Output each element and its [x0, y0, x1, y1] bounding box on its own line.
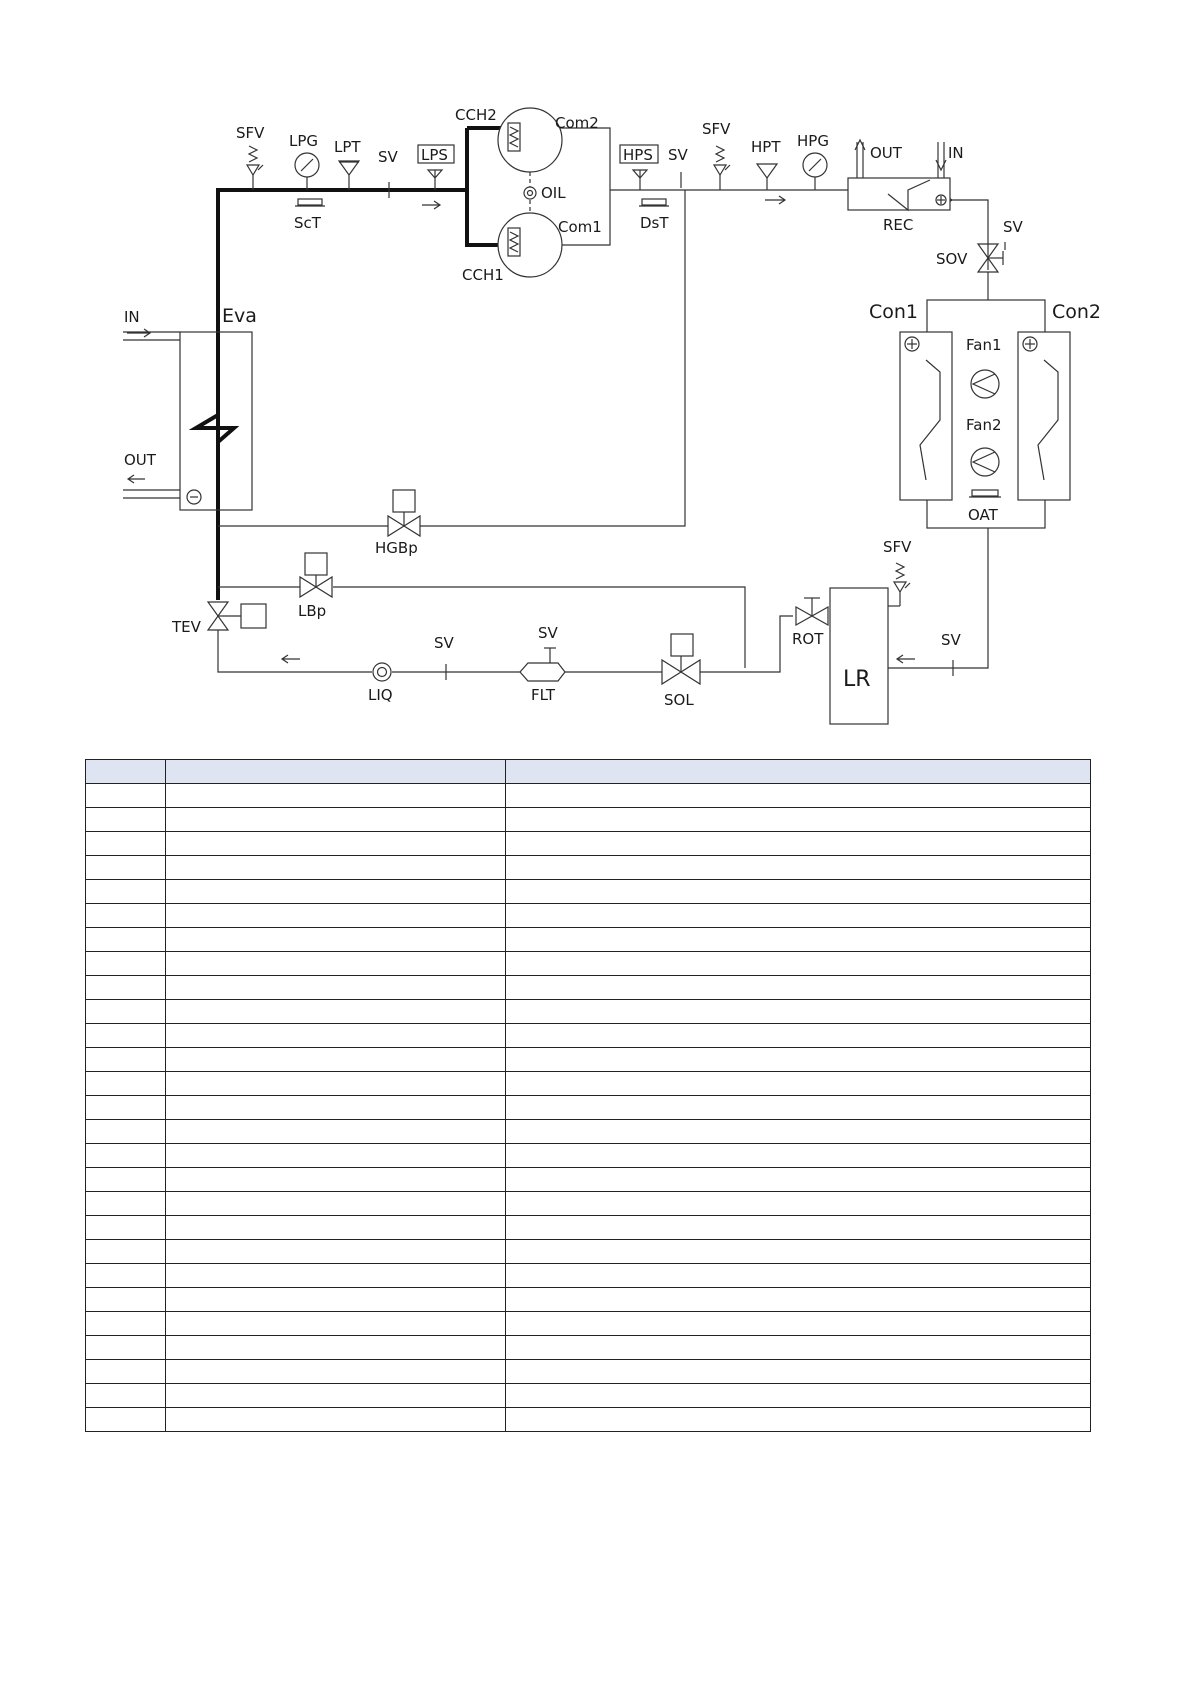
sv-rec-label: SV	[1003, 218, 1023, 236]
lpg-label: LPG	[289, 132, 319, 150]
table-cell	[86, 1048, 166, 1072]
table-cell	[166, 1024, 506, 1048]
table-row	[86, 1024, 1091, 1048]
hpg-label: HPG	[797, 132, 829, 150]
table-cell	[166, 1384, 506, 1408]
sv-discharge-label: SV	[668, 146, 688, 164]
table-cell	[166, 928, 506, 952]
liq-label: LIQ	[368, 686, 393, 704]
table-cell	[86, 1384, 166, 1408]
table-row	[86, 808, 1091, 832]
table-cell	[506, 1288, 1091, 1312]
dst-label: DsT	[640, 214, 669, 232]
table-cell	[506, 1408, 1091, 1432]
lbp-valve-icon	[300, 553, 332, 597]
table-cell	[506, 904, 1091, 928]
sov-valve-icon	[978, 242, 1005, 272]
table-cell	[166, 1168, 506, 1192]
table-cell	[86, 880, 166, 904]
sfv-suction-label: SFV	[236, 124, 265, 142]
table-row	[86, 976, 1091, 1000]
table-cell	[166, 856, 506, 880]
table-cell	[506, 928, 1091, 952]
hgbp-valve-icon	[388, 490, 420, 536]
con1-label: Con1	[869, 301, 919, 323]
table-row	[86, 856, 1091, 880]
table-cell	[506, 1024, 1091, 1048]
table-cell	[86, 832, 166, 856]
table-cell	[86, 1000, 166, 1024]
tev-valve-icon	[208, 602, 266, 630]
table-cell	[506, 1144, 1091, 1168]
table-cell	[506, 976, 1091, 1000]
sfv-discharge-label: SFV	[702, 120, 731, 138]
table-row	[86, 832, 1091, 856]
legend-table-body	[86, 784, 1091, 1432]
legend-table-header	[86, 760, 1091, 784]
hgbp-label: HGBp	[375, 539, 418, 557]
table-cell	[86, 1096, 166, 1120]
con2-label: Con2	[1052, 301, 1102, 323]
hpt-label: HPT	[751, 138, 781, 156]
table-cell	[166, 1288, 506, 1312]
table-cell	[86, 952, 166, 976]
table-row	[86, 1408, 1091, 1432]
sol-label: SOL	[664, 691, 694, 709]
table-cell	[166, 832, 506, 856]
legend-header-cell	[86, 760, 166, 784]
table-cell	[166, 1048, 506, 1072]
sv-lr-label: SV	[941, 631, 961, 649]
table-row	[86, 1288, 1091, 1312]
table-cell	[506, 1360, 1091, 1384]
oat-label: OAT	[968, 506, 998, 524]
table-cell	[86, 1360, 166, 1384]
table-row	[86, 1168, 1091, 1192]
evaporator-coil	[196, 330, 234, 520]
table-row	[86, 1312, 1091, 1336]
legend-header-cell	[166, 760, 506, 784]
table-row	[86, 952, 1091, 976]
table-cell	[86, 928, 166, 952]
eva-label: Eva	[222, 305, 257, 327]
com2-label: Com2	[555, 114, 599, 132]
table-cell	[86, 1192, 166, 1216]
table-cell	[506, 1000, 1091, 1024]
table-cell	[506, 1120, 1091, 1144]
com1-label: Com1	[558, 218, 602, 236]
table-row	[86, 880, 1091, 904]
table-cell	[506, 1192, 1091, 1216]
rec-out-label: OUT	[870, 144, 902, 162]
rec-in-label: IN	[948, 144, 964, 162]
flt-label: FLT	[531, 686, 556, 704]
table-cell	[506, 880, 1091, 904]
table-cell	[166, 1264, 506, 1288]
liquid-receiver	[830, 588, 888, 724]
table-cell	[506, 1336, 1091, 1360]
table-row	[86, 1120, 1091, 1144]
table-cell	[166, 1072, 506, 1096]
table-cell	[506, 1240, 1091, 1264]
table-cell	[166, 976, 506, 1000]
table-cell	[86, 1144, 166, 1168]
eva-in-label: IN	[124, 308, 140, 326]
table-cell	[506, 1048, 1091, 1072]
table-cell	[86, 856, 166, 880]
table-cell	[86, 1264, 166, 1288]
oil-label: OIL	[541, 184, 566, 202]
table-cell	[86, 1240, 166, 1264]
table-cell	[86, 1408, 166, 1432]
table-cell	[166, 1360, 506, 1384]
table-row	[86, 1384, 1091, 1408]
table-cell	[166, 808, 506, 832]
table-row	[86, 1360, 1091, 1384]
sol-valve-icon	[662, 634, 700, 684]
table-row	[86, 1264, 1091, 1288]
table-cell	[506, 1264, 1091, 1288]
table-row	[86, 1144, 1091, 1168]
table-cell	[166, 952, 506, 976]
sct-label: ScT	[294, 214, 321, 232]
table-cell	[506, 1168, 1091, 1192]
lpt-label: LPT	[334, 138, 361, 156]
tev-label: TEV	[172, 618, 201, 636]
table-cell	[86, 784, 166, 808]
table-cell	[86, 1336, 166, 1360]
lr-label: LR	[843, 667, 871, 692]
table-cell	[506, 784, 1091, 808]
table-cell	[86, 1120, 166, 1144]
table-cell	[166, 1408, 506, 1432]
table-cell	[166, 784, 506, 808]
table-cell	[506, 1384, 1091, 1408]
table-cell	[506, 1216, 1091, 1240]
table-cell	[506, 1072, 1091, 1096]
table-row	[86, 1048, 1091, 1072]
table-cell	[166, 1000, 506, 1024]
rot-label: ROT	[792, 630, 824, 648]
lps-label: LPS	[421, 146, 448, 164]
table-cell	[86, 904, 166, 928]
table-cell	[86, 1312, 166, 1336]
fan2-label: Fan2	[966, 416, 1002, 434]
table-cell	[166, 1216, 506, 1240]
table-row	[86, 1192, 1091, 1216]
table-cell	[166, 1120, 506, 1144]
table-cell	[166, 1336, 506, 1360]
table-cell	[86, 1288, 166, 1312]
suction-line	[218, 190, 467, 600]
sv-liquid-label: SV	[434, 634, 454, 652]
table-cell	[166, 904, 506, 928]
table-cell	[166, 1240, 506, 1264]
table-cell	[506, 832, 1091, 856]
refrigeration-circuit-diagram	[0, 0, 1192, 740]
table-row	[86, 1000, 1091, 1024]
table-row	[86, 1072, 1091, 1096]
table-cell	[506, 808, 1091, 832]
sov-label: SOV	[936, 250, 968, 268]
table-cell	[506, 952, 1091, 976]
table-cell	[86, 1024, 166, 1048]
sfv-lr-label: SFV	[883, 538, 912, 556]
table-cell	[506, 1096, 1091, 1120]
table-row	[86, 784, 1091, 808]
table-row	[86, 1216, 1091, 1240]
table-cell	[506, 856, 1091, 880]
rec-label: REC	[883, 216, 914, 234]
table-cell	[86, 1216, 166, 1240]
table-row	[86, 1096, 1091, 1120]
sv-suction-label: SV	[378, 148, 398, 166]
table-cell	[166, 1096, 506, 1120]
fan1-label: Fan1	[966, 336, 1002, 354]
table-cell	[166, 1192, 506, 1216]
table-cell	[86, 1168, 166, 1192]
lbp-label: LBp	[298, 602, 327, 620]
rot-valve-icon	[796, 598, 828, 625]
filter-drier-icon	[520, 663, 565, 681]
eva-out-label: OUT	[124, 451, 156, 469]
cch1-label: CCH1	[462, 266, 504, 284]
table-cell	[86, 976, 166, 1000]
table-cell	[166, 880, 506, 904]
table-cell	[86, 1072, 166, 1096]
table-row	[86, 904, 1091, 928]
hps-label: HPS	[623, 146, 653, 164]
sv-filter-label: SV	[538, 624, 558, 642]
legend-header-cell	[506, 760, 1091, 784]
table-cell	[506, 1312, 1091, 1336]
table-row	[86, 1240, 1091, 1264]
table-row	[86, 928, 1091, 952]
table-cell	[86, 808, 166, 832]
legend-table	[85, 759, 1091, 1432]
table-row	[86, 1336, 1091, 1360]
table-cell	[166, 1144, 506, 1168]
table-cell	[166, 1312, 506, 1336]
cch2-label: CCH2	[455, 106, 497, 124]
